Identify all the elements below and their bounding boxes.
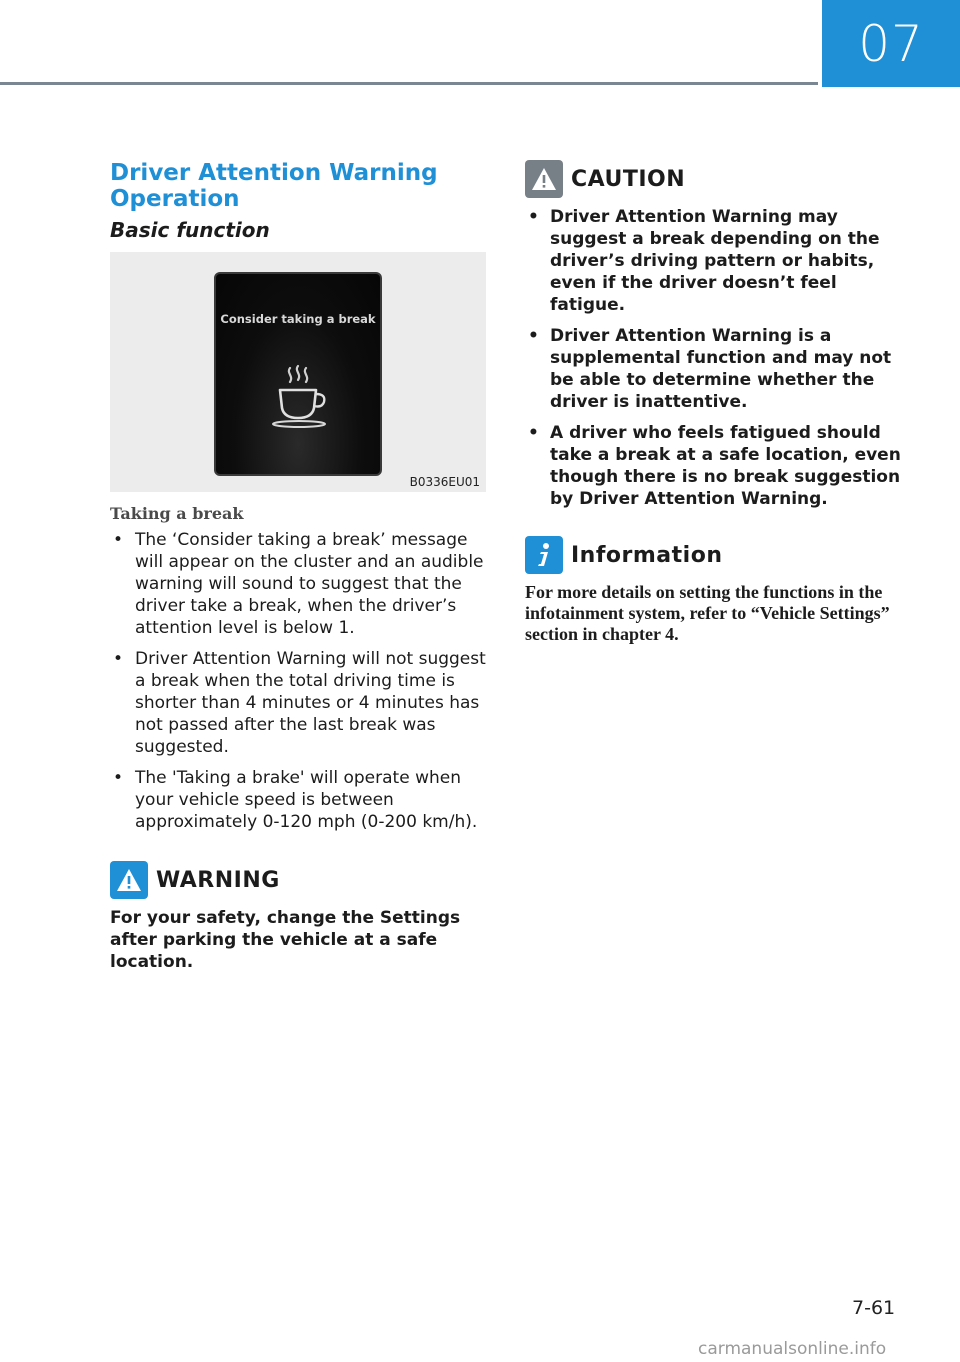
list-item: • Driver Attention Warning may suggest a break depending on the driver’s driving pattern or habits, even if the driver doesn’t feel fatigue. bbox=[528, 207, 880, 315]
subsection-title: Basic function bbox=[110, 218, 270, 242]
information-text: For more details on setting the functions in the infotainment system, refer to “Vehicle Settings” section in chapter 4. bbox=[525, 582, 890, 644]
cluster-screen bbox=[214, 272, 382, 476]
caution-header bbox=[525, 160, 905, 198]
figure-code: B0336EU01 bbox=[409, 475, 480, 489]
list-item: • The ‘Consider taking a break’ message will appear on the cluster and an audible warning will sound to suggest that the driver take a break, when the driver’s attention level is below 1. bbox=[113, 530, 484, 638]
information-header bbox=[525, 536, 905, 574]
information-icon bbox=[525, 536, 563, 574]
page-number: 7-61 bbox=[852, 1297, 896, 1319]
warning-text: For your safety, change the Settings after parking the vehicle at a safe location. bbox=[110, 908, 461, 972]
list-item: • Driver Attention Warning is a supplemental function and may not be able to determine whether the driver is inattentive. bbox=[528, 326, 892, 412]
cluster-figure bbox=[110, 252, 486, 492]
right-column bbox=[525, 160, 905, 645]
list-item: • Driver Attention Warning will not suggest a break when the total driving time is shorter than 4 minutes or 4 minutes has not passed after the last break was suggested. bbox=[113, 649, 486, 757]
warning-triangle-icon bbox=[525, 160, 563, 198]
information-label: Information bbox=[571, 542, 723, 568]
list-item: • The 'Taking a brake' will operate when your vehicle speed is between approximately 0-120 mph (0-200 km/h). bbox=[113, 768, 478, 832]
caution-label: CAUTION bbox=[571, 166, 686, 192]
warning-label: WARNING bbox=[156, 867, 280, 893]
warning-triangle-icon bbox=[110, 861, 148, 899]
warning-header bbox=[110, 861, 490, 899]
cluster-screen-message: Consider taking a break bbox=[220, 312, 376, 326]
section-title: Driver Attention Warning Operation bbox=[110, 160, 438, 212]
coffee-cup-icon bbox=[266, 362, 338, 434]
taking-break-heading: Taking a break bbox=[110, 504, 244, 523]
left-column bbox=[110, 160, 490, 973]
watermark: carmanualsonline.info bbox=[698, 1339, 887, 1359]
caution-list bbox=[525, 206, 905, 510]
chapter-tab: 07 bbox=[822, 0, 960, 87]
list-item: • A driver who feels fatigued should take a break at a safe location, even though there is no break suggestion by Driver Attention Warning. bbox=[528, 423, 901, 509]
taking-break-list bbox=[110, 529, 490, 833]
header-rule bbox=[0, 82, 818, 85]
